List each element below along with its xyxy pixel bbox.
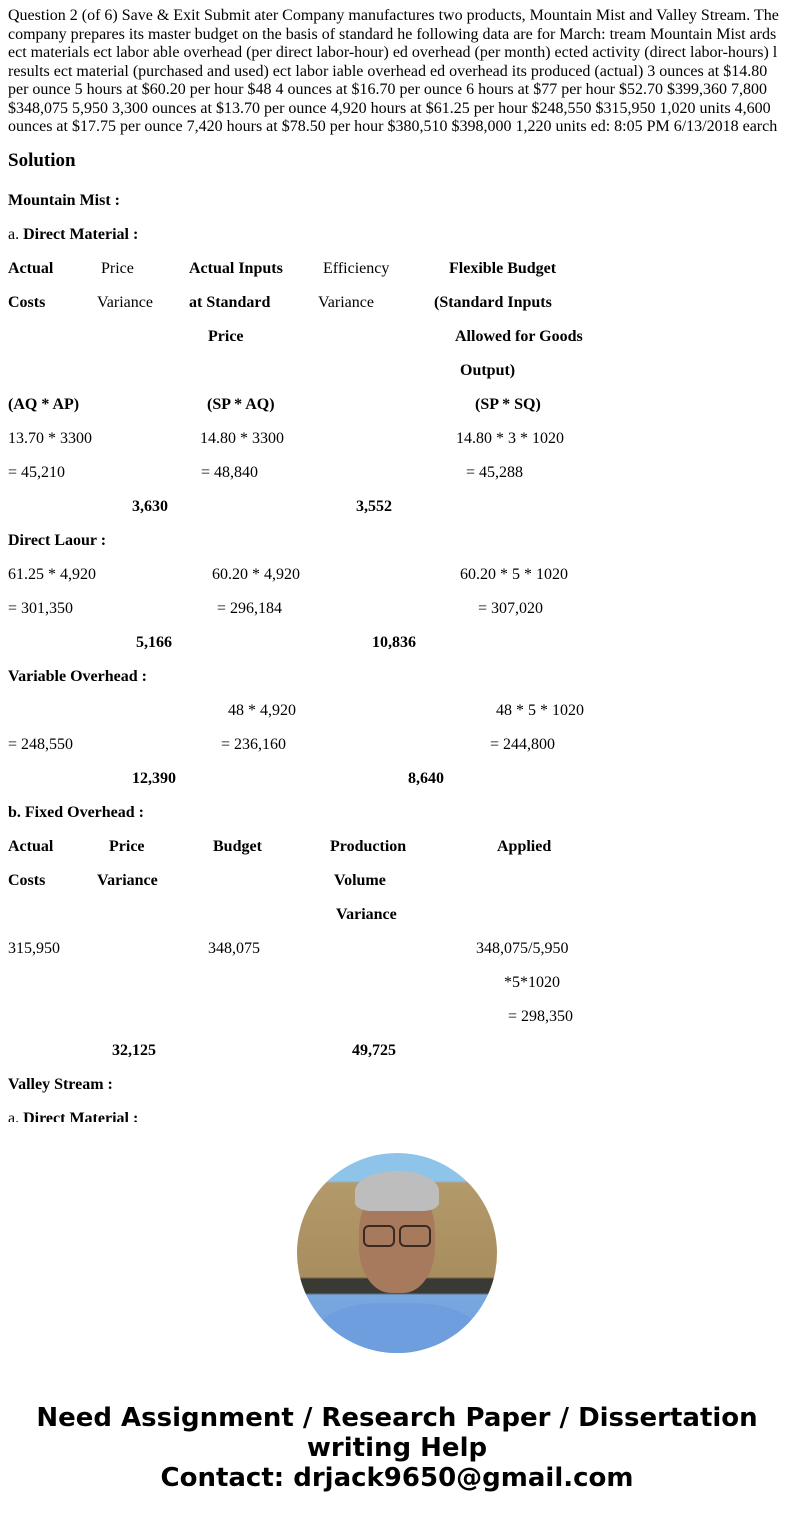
result: = 301,350 [8, 600, 74, 617]
formula-label: (SP * SQ) [475, 396, 541, 413]
calc: 14.80 * 3 * 1020 [456, 430, 564, 447]
calc: 13.70 * 3300 [8, 430, 92, 447]
direct-labour-heading: Direct Laour : [8, 532, 107, 549]
solution-heading: Solution [8, 150, 76, 171]
volume-variance: 49,725 [352, 1042, 396, 1059]
col-header: Variance [97, 872, 158, 889]
contact-email: Contact: drjack9650@gmail.com [160, 1463, 634, 1493]
col-header: Actual [8, 838, 54, 855]
mountain-mist-heading: Mountain Mist : [8, 192, 120, 209]
col-header: Price [208, 328, 244, 345]
shirt-shape [317, 1303, 477, 1353]
formula-label: (SP * AQ) [207, 396, 275, 413]
value: 315,950 [8, 940, 60, 957]
col-header: Variance [336, 906, 397, 923]
value: 348,075 [208, 940, 260, 957]
result: = 45,288 [466, 464, 524, 481]
calc: 61.25 * 4,920 [8, 566, 96, 583]
col-header: Efficiency [323, 260, 390, 277]
price-variance: 3,630 [132, 498, 168, 515]
efficiency-variance: 8,640 [408, 770, 444, 787]
section-a-label [8, 1110, 138, 1122]
col-header: (Standard Inputs [434, 294, 552, 311]
section-prefix: a. [8, 226, 24, 243]
value: 348,075/5,950 [476, 940, 569, 957]
price-variance: 32,125 [112, 1042, 156, 1059]
spending-variance: 12,390 [132, 770, 176, 787]
question-text: Question 2 (of 6) Save & Exit Submit ater Company manufactures two products, Mountain Mist and Valley Stream. The company prepares its master budget on the basis of standard he following data are for March: tream Mountain Mist ards ect materials ect labor able overhead (per direct labor-hour) ed overhead (per month) ected activity (direct labor-hours) l results ect material (purchased and used) ect labor iable overhead ed overhead its produced (actual) 3 ounces at $14.80 per ounce 5 hours at $60.20 per hour $48 4 ounces at $16.70 per ounce 6 hours at $77 per hour $52.70 $399,360 7,800 $348,075 5,950 3,300 ounces at $13.70 per ounce 4,920 hours at $61.25 per hour $248,550 $315,950 1,020 units 4,600 ounces at $17.75 per ounce 7,420 hours at $78.50 per hour $380,510 $398,000 1,220 units ed: 8:05 PM 6/13/2018 earch [8, 7, 779, 135]
fixed-overhead-heading: b. Fixed Overhead : [8, 804, 144, 821]
result: = 307,020 [478, 600, 544, 617]
result: = 248,550 [8, 736, 74, 753]
col-header: Production [330, 838, 407, 855]
banner-line: Need Assignment / Research Paper / Dissertation [36, 1403, 758, 1433]
hair-shape [355, 1171, 439, 1211]
calc: 48 * 5 * 1020 [496, 702, 584, 719]
efficiency-variance: 3,552 [356, 498, 392, 515]
efficiency-variance: 10,836 [372, 634, 416, 651]
result: = 244,800 [490, 736, 556, 753]
col-header: Output) [460, 362, 516, 379]
col-header: Volume [334, 872, 386, 889]
direct-material-heading: Direct Material : [23, 1110, 139, 1122]
calc: 60.20 * 4,920 [212, 566, 300, 583]
calc: 60.20 * 5 * 1020 [460, 566, 568, 583]
col-header: at Standard [189, 294, 271, 311]
value: = 298,350 [508, 1008, 574, 1025]
rate-variance: 5,166 [136, 634, 172, 651]
author-photo [297, 1153, 497, 1353]
col-header: Variance [318, 294, 374, 311]
calc: 48 * 4,920 [228, 702, 296, 719]
col-header: Price [101, 260, 134, 277]
col-header: Flexible Budget [449, 260, 557, 277]
formula-label: (AQ * AP) [8, 396, 80, 413]
col-header: Variance [97, 294, 153, 311]
col-header: Costs [8, 872, 46, 889]
solution-section [0, 140, 794, 1122]
col-header: Price [109, 838, 145, 855]
col-header: Applied [497, 838, 552, 855]
banner-line: writing Help [306, 1433, 488, 1463]
col-header: Actual Inputs [189, 260, 283, 277]
value: *5*1020 [504, 974, 560, 991]
calc: 14.80 * 3300 [200, 430, 284, 447]
section-a-label [8, 226, 138, 244]
col-header: Costs [8, 294, 46, 311]
result: = 296,184 [217, 600, 283, 617]
valley-stream-heading: Valley Stream : [8, 1076, 113, 1093]
direct-material-heading: Direct Material : [23, 226, 139, 243]
section-prefix: a. [8, 1110, 24, 1122]
contact-banner [0, 1403, 794, 1493]
result: = 48,840 [201, 464, 259, 481]
result: = 236,160 [221, 736, 287, 753]
glasses-shape [363, 1225, 431, 1245]
col-header: Actual [8, 260, 54, 277]
result: = 45,210 [8, 464, 66, 481]
variable-overhead-heading: Variable Overhead : [8, 668, 147, 685]
col-header: Budget [213, 838, 262, 855]
col-header: Allowed for Goods [455, 328, 583, 345]
